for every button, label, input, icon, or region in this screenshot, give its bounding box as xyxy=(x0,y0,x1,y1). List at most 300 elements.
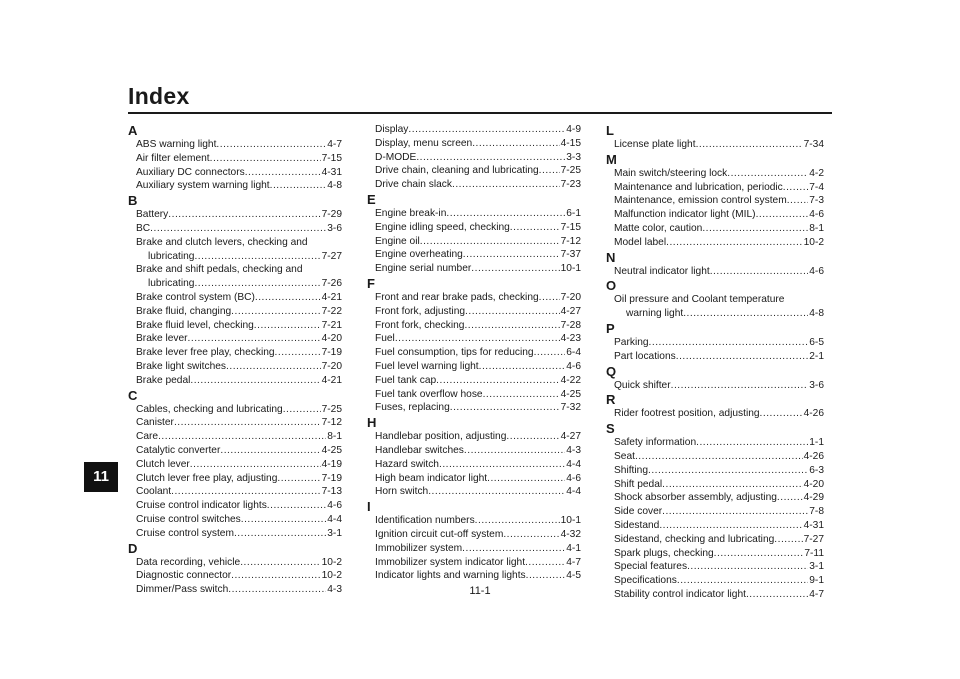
dot-leader xyxy=(756,208,809,222)
index-entry-page: 7-20 xyxy=(560,291,581,303)
index-entry-page: 1-1 xyxy=(809,437,824,449)
index-entry-term: Auxiliary DC connectors xyxy=(136,166,245,178)
index-entry-term: Dimmer/Pass switch xyxy=(136,584,229,596)
index-entry-page: 4-8 xyxy=(327,180,342,192)
index-entry-term: Cruise control switches xyxy=(136,513,241,525)
index-entry-term: Stability control indicator light xyxy=(614,588,746,600)
index-entry xyxy=(128,305,342,319)
dot-leader xyxy=(231,305,320,319)
index-entry xyxy=(128,152,342,166)
dot-leader xyxy=(188,332,321,346)
index-entry xyxy=(606,236,824,250)
dot-leader xyxy=(687,560,808,574)
index-entry-term: Drive chain slack xyxy=(375,179,452,191)
index-entry-term: Side cover xyxy=(614,506,663,518)
index-entry-page: 4-6 xyxy=(327,500,342,512)
index-entry-term: Cruise control system xyxy=(136,527,234,539)
index-entry-term: Clutch lever free play, adjusting xyxy=(136,472,278,484)
index-entry-page: 7-34 xyxy=(803,139,824,150)
index-entry-page: 4-7 xyxy=(809,588,824,600)
index-entry-page: 7-22 xyxy=(321,305,342,317)
index-entry xyxy=(128,374,342,388)
dot-leader xyxy=(277,472,320,486)
index-entry-page: 4-9 xyxy=(566,124,581,135)
dot-leader xyxy=(462,542,565,556)
index-entry-page: 7-21 xyxy=(321,319,342,331)
index-entry-page: 9-1 xyxy=(809,575,824,587)
index-entry-page: 7-19 xyxy=(321,472,342,484)
index-entry xyxy=(606,464,824,478)
index-section-letter: D xyxy=(128,540,138,556)
index-entry-page: 4-7 xyxy=(566,556,581,568)
index-entry xyxy=(606,336,824,350)
index-entry-term: High beam indicator light xyxy=(375,472,488,484)
index-entry xyxy=(367,458,581,472)
index-entry-term: Hazard switch xyxy=(375,458,439,470)
index-entry-term: Drive chain, cleaning and lubricating xyxy=(375,165,539,177)
index-entry-page: 7-27 xyxy=(321,250,342,262)
index-entry-term: Clutch lever xyxy=(136,458,190,470)
index-entry-term: Shifting xyxy=(614,464,648,476)
index-entry-term: Cruise control indicator lights xyxy=(136,500,267,512)
dot-leader xyxy=(436,374,559,388)
index-entry-page: 3-1 xyxy=(809,561,824,573)
index-entry xyxy=(367,207,581,221)
index-entry-term: BC xyxy=(136,222,151,234)
dot-leader xyxy=(194,277,320,291)
index-entry-term: Cables, checking and lubricating xyxy=(136,403,283,415)
index-entry-page: 4-25 xyxy=(321,444,342,456)
index-entry-term: Part locations xyxy=(614,350,676,362)
index-entry xyxy=(128,416,342,430)
index-entry-page: 7-8 xyxy=(809,506,824,518)
index-entry xyxy=(128,458,342,472)
index-entry xyxy=(606,167,824,181)
dot-leader xyxy=(210,152,321,166)
index-entry-page: 4-22 xyxy=(560,374,581,386)
title-divider xyxy=(128,112,832,114)
dot-leader xyxy=(190,374,320,388)
dot-leader xyxy=(439,458,565,472)
index-entry-page: 4-1 xyxy=(566,542,581,554)
dot-leader xyxy=(714,547,804,561)
index-entry-term: Identification numbers xyxy=(375,515,475,527)
index-section-letter: M xyxy=(606,151,617,167)
dot-leader xyxy=(174,416,321,430)
dot-leader xyxy=(275,346,321,360)
index-entry-page: 4-3 xyxy=(327,584,342,596)
index-entry-term: Spark plugs, checking xyxy=(614,547,714,559)
dot-leader xyxy=(727,167,808,181)
dot-leader xyxy=(487,472,565,486)
index-entry-term: Specifications xyxy=(614,575,677,587)
index-entry-term: Sidestand xyxy=(614,519,660,531)
index-entry xyxy=(367,374,581,388)
index-entry-term: Display xyxy=(375,124,409,135)
index-entry-term: Malfunction indicator light (MIL) xyxy=(614,209,756,221)
dot-leader xyxy=(194,250,320,264)
index-entry xyxy=(128,403,342,417)
dot-leader xyxy=(676,350,809,364)
index-entry xyxy=(606,350,824,364)
index-entry-term: Special features xyxy=(614,561,688,573)
dot-leader xyxy=(777,491,803,505)
index-entry-term: Battery xyxy=(136,209,169,221)
index-entry-page: 4-27 xyxy=(560,431,581,443)
index-entry-page: 3-6 xyxy=(809,379,824,391)
index-entry-page: 4-25 xyxy=(560,388,581,400)
dot-leader xyxy=(510,221,560,235)
index-entry xyxy=(367,528,581,542)
index-section-letter: H xyxy=(367,415,377,431)
dot-leader xyxy=(534,346,566,360)
index-entry-page: 4-20 xyxy=(321,333,342,345)
index-entry xyxy=(606,560,824,574)
index-entry-page: 7-20 xyxy=(321,360,342,372)
index-entry-page: 4-21 xyxy=(321,291,342,303)
dot-leader xyxy=(503,528,559,542)
dot-leader xyxy=(471,262,559,276)
index-entry-term: Quick shifter xyxy=(614,379,671,391)
index-entry xyxy=(367,472,581,486)
dot-leader xyxy=(220,444,320,458)
index-entry xyxy=(128,250,342,264)
dot-leader xyxy=(475,514,560,528)
chapter-tab: 11 xyxy=(84,462,118,492)
index-entry-page: 6-1 xyxy=(566,207,581,219)
index-entry-term: Fuel level warning light xyxy=(375,360,479,372)
dot-leader xyxy=(283,403,321,417)
index-entry-term: Neutral indicator light xyxy=(614,265,710,277)
dot-leader xyxy=(662,478,802,492)
index-entry-page: 4-8 xyxy=(809,308,824,320)
dot-leader xyxy=(635,450,803,464)
index-section-letter: F xyxy=(367,275,375,291)
index-entry-text: Brake and clutch levers, checking and xyxy=(136,236,308,248)
index-entry xyxy=(128,556,342,570)
index-entry-term: Brake control system (BC) xyxy=(136,291,255,303)
index-entry-term: Data recording, vehicle xyxy=(136,556,241,568)
index-entry xyxy=(128,208,342,222)
dot-leader xyxy=(710,265,809,279)
index-entry-page: 7-12 xyxy=(321,417,342,429)
index-entry-page: 7-25 xyxy=(560,165,581,177)
index-entry-page: 7-3 xyxy=(809,195,824,207)
index-entry xyxy=(606,379,824,393)
index-entry-term: Diagnostic connector xyxy=(136,570,232,582)
index-entry-page: 7-13 xyxy=(321,486,342,498)
dot-leader xyxy=(150,222,326,236)
dot-leader xyxy=(255,291,321,305)
index-entry-page: 4-6 xyxy=(566,472,581,484)
index-entry-term: Rider footrest position, adjusting xyxy=(614,408,760,420)
index-entry-page: 6-5 xyxy=(809,336,824,348)
index-entry-term: Brake pedal xyxy=(136,374,191,386)
index-entry xyxy=(606,436,824,450)
index-entry-page: 8-1 xyxy=(327,431,342,443)
index-entry-page: 7-19 xyxy=(321,347,342,359)
dot-leader xyxy=(408,123,565,137)
index-entry xyxy=(606,307,824,321)
index-entry xyxy=(367,388,581,402)
index-entry-page: 4-31 xyxy=(321,166,342,178)
index-entry xyxy=(367,164,581,178)
dot-leader xyxy=(216,138,326,152)
index-section-letter: O xyxy=(606,278,617,294)
index-entry xyxy=(128,472,342,486)
index-entry xyxy=(367,332,581,346)
index-entry-page: 4-26 xyxy=(803,408,824,420)
index-entry-term: lubricating xyxy=(148,278,195,290)
index-entry-term: Sidestand, checking and lubricating xyxy=(614,533,775,545)
index-entry-term: Safety information xyxy=(614,437,697,449)
index-entry-page: 3-1 xyxy=(327,527,342,539)
index-entry xyxy=(606,138,824,152)
dot-leader xyxy=(450,401,560,415)
dot-leader xyxy=(420,235,560,249)
index-entry-page: 8-1 xyxy=(809,222,824,234)
index-entry-page: 7-4 xyxy=(809,181,824,193)
index-entry-page: 6-3 xyxy=(809,464,824,476)
index-entry xyxy=(367,137,581,151)
index-entry-term: Immobilizer system xyxy=(375,542,463,554)
index-entry xyxy=(367,430,581,444)
index-entry-term: Fuel tank overflow hose xyxy=(375,388,483,400)
index-entry xyxy=(128,569,342,583)
page-number: 11-1 xyxy=(469,585,491,597)
dot-leader xyxy=(171,485,320,499)
dot-leader xyxy=(446,207,565,221)
index-entry-term: Engine idling speed, checking xyxy=(375,221,510,233)
index-entry-page: 4-32 xyxy=(560,528,581,540)
index-entry-page: 4-4 xyxy=(566,458,581,470)
index-entry-text: Oil pressure and Coolant temperature xyxy=(614,294,785,306)
index-entry xyxy=(128,179,342,193)
index-entry-term: Model label xyxy=(614,236,667,248)
index-section-letter: Q xyxy=(606,363,617,379)
index-entry-page: 4-6 xyxy=(566,360,581,372)
index-entry-term: Care xyxy=(136,431,159,443)
dot-leader xyxy=(240,556,320,570)
index-entry-term: Fuses, replacing xyxy=(375,402,450,414)
index-entry xyxy=(367,401,581,415)
index-column-2 xyxy=(367,123,581,583)
index-entry xyxy=(367,305,581,319)
index-entry-term: Fuel tank cap xyxy=(375,374,437,386)
index-entry xyxy=(128,166,342,180)
index-entry xyxy=(606,533,824,547)
dot-leader xyxy=(662,505,808,519)
dot-leader xyxy=(428,485,565,499)
dot-leader xyxy=(416,151,565,165)
dot-leader xyxy=(241,513,327,527)
index-entry-term: Handlebar position, adjusting xyxy=(375,431,507,443)
index-entry-page: 7-23 xyxy=(560,179,581,191)
index-entry-term: Brake lever xyxy=(136,333,188,345)
index-entry-page: 4-27 xyxy=(560,305,581,317)
dot-leader xyxy=(226,360,321,374)
index-entry-page: 10-2 xyxy=(803,236,824,248)
index-entry xyxy=(606,208,824,222)
index-entry xyxy=(367,346,581,360)
index-section-letter: I xyxy=(367,499,371,515)
index-entry-term: Seat xyxy=(614,450,635,462)
index-entry xyxy=(606,407,824,421)
index-entry-page: 7-11 xyxy=(804,547,824,559)
index-entry-page: 4-5 xyxy=(566,570,581,582)
index-entry-page: 2-1 xyxy=(809,350,824,362)
index-entry xyxy=(367,485,581,499)
index-entry-term: Parking xyxy=(614,336,649,348)
index-entry-page: 4-20 xyxy=(803,478,824,490)
index-entry xyxy=(606,547,824,561)
dot-leader xyxy=(463,248,560,262)
dot-leader xyxy=(234,527,326,541)
dot-leader xyxy=(702,222,808,236)
dot-leader xyxy=(760,407,803,421)
index-entry-term: Maintenance and lubrication, periodic xyxy=(614,181,783,193)
dot-leader xyxy=(659,519,802,533)
dot-leader xyxy=(472,137,559,151)
index-entry-term: Engine oil xyxy=(375,235,420,247)
index-entry xyxy=(606,265,824,279)
index-entry-text: Brake and shift pedals, checking and xyxy=(136,264,303,276)
index-entry-term: ABS warning light xyxy=(136,139,217,150)
index-entry-term: Catalytic converter xyxy=(136,444,221,456)
dot-leader xyxy=(683,307,808,321)
dot-leader xyxy=(648,464,808,478)
dot-leader xyxy=(539,164,560,178)
index-entry xyxy=(367,123,581,137)
index-entry-term: warning light xyxy=(626,308,684,320)
index-entry-term: Engine break-in xyxy=(375,207,447,219)
index-entry-page: 4-7 xyxy=(327,139,342,150)
index-section-letter: P xyxy=(606,320,615,336)
index-entry xyxy=(606,519,824,533)
index-entry-page: 7-15 xyxy=(560,221,581,233)
index-entry-page: 4-6 xyxy=(809,265,824,277)
index-entry-page: 4-6 xyxy=(809,209,824,221)
dot-leader xyxy=(464,319,559,333)
index-entry-term: Front fork, checking xyxy=(375,319,465,331)
index-entry xyxy=(367,221,581,235)
index-entry-term: Ignition circuit cut-off system xyxy=(375,528,504,540)
index-entry-term: Coolant xyxy=(136,486,172,498)
index-entry-page: 7-37 xyxy=(560,249,581,261)
dot-leader xyxy=(696,436,808,450)
index-entry-term: Engine serial number xyxy=(375,263,472,275)
index-entry xyxy=(606,491,824,505)
index-entry xyxy=(367,444,581,458)
index-entry-term: Auxiliary system warning light xyxy=(136,180,270,192)
dot-leader xyxy=(526,569,566,583)
index-entry-page: 7-12 xyxy=(560,235,581,247)
index-entry-page: 7-28 xyxy=(560,319,581,331)
dot-leader xyxy=(539,291,560,305)
index-entry-page: 10-1 xyxy=(560,515,581,527)
index-entry-page: 4-4 xyxy=(566,486,581,498)
index-entry-page: 4-29 xyxy=(803,492,824,504)
index-entry xyxy=(128,485,342,499)
dot-leader xyxy=(696,138,803,152)
index-entry-page: 4-19 xyxy=(321,458,342,470)
index-section-letter: C xyxy=(128,387,138,403)
index-entry-page: 7-32 xyxy=(560,402,581,414)
index-entry xyxy=(128,430,342,444)
index-entry xyxy=(128,319,342,333)
index-entry-term: Display, menu screen xyxy=(375,137,473,149)
index-entry-page: 4-2 xyxy=(809,167,824,179)
index-entry xyxy=(128,513,342,527)
index-entry-page: 4-3 xyxy=(566,444,581,456)
index-entry-term: Air filter element xyxy=(136,152,210,164)
index-entry-page: 7-27 xyxy=(803,533,824,545)
index-section-letter: R xyxy=(606,392,616,408)
index-entry xyxy=(367,178,581,192)
dot-leader xyxy=(525,556,565,570)
index-entry xyxy=(606,505,824,519)
index-entry xyxy=(128,291,342,305)
dot-leader xyxy=(671,379,809,393)
dot-leader xyxy=(267,499,326,513)
dot-leader xyxy=(506,430,559,444)
index-entry-page: 4-31 xyxy=(803,519,824,531)
index-column-1 xyxy=(128,123,342,597)
index-entry-term: Engine overheating xyxy=(375,249,463,261)
index-entry-term: Maintenance, emission control system xyxy=(614,195,787,207)
index-entry-term: Shift pedal xyxy=(614,478,663,490)
index-entry-page: 7-25 xyxy=(321,403,342,415)
index-entry-page: 6-4 xyxy=(566,347,581,359)
index-entry xyxy=(606,450,824,464)
index-entry-page: 3-6 xyxy=(327,222,342,234)
index-entry xyxy=(367,248,581,262)
dot-leader xyxy=(254,319,321,333)
index-entry-page: 7-29 xyxy=(321,209,342,221)
index-entry xyxy=(367,569,581,583)
index-entry xyxy=(606,222,824,236)
index-entry-page: 3-3 xyxy=(566,151,581,163)
dot-leader xyxy=(479,360,566,374)
index-entry xyxy=(367,291,581,305)
index-section-letter: A xyxy=(128,123,138,138)
index-entry xyxy=(367,542,581,556)
index-entry xyxy=(606,181,824,195)
dot-leader xyxy=(158,430,326,444)
index-entry-term: Fuel xyxy=(375,333,395,345)
dot-leader xyxy=(190,458,321,472)
index-entry xyxy=(128,138,342,152)
index-entry-term: Brake light switches xyxy=(136,360,227,372)
index-section-letter: S xyxy=(606,421,615,437)
dot-leader xyxy=(465,305,560,319)
index-entry-term: Canister xyxy=(136,417,174,429)
index-entry-term: Front and rear brake pads, checking xyxy=(375,291,539,303)
index-entry xyxy=(606,194,824,208)
index-entry xyxy=(367,360,581,374)
index-entry xyxy=(128,277,342,291)
index-entry xyxy=(367,262,581,276)
index-entry-term: Brake fluid, changing xyxy=(136,305,232,317)
dot-leader xyxy=(783,181,809,195)
index-entry-page: 10-2 xyxy=(321,556,342,568)
index-entry-page: 10-1 xyxy=(560,263,581,275)
dot-leader xyxy=(231,569,320,583)
dot-leader xyxy=(452,178,560,192)
index-entry xyxy=(367,556,581,570)
index-entry-page: 7-26 xyxy=(321,278,342,290)
index-entry-page: 4-15 xyxy=(560,137,581,149)
